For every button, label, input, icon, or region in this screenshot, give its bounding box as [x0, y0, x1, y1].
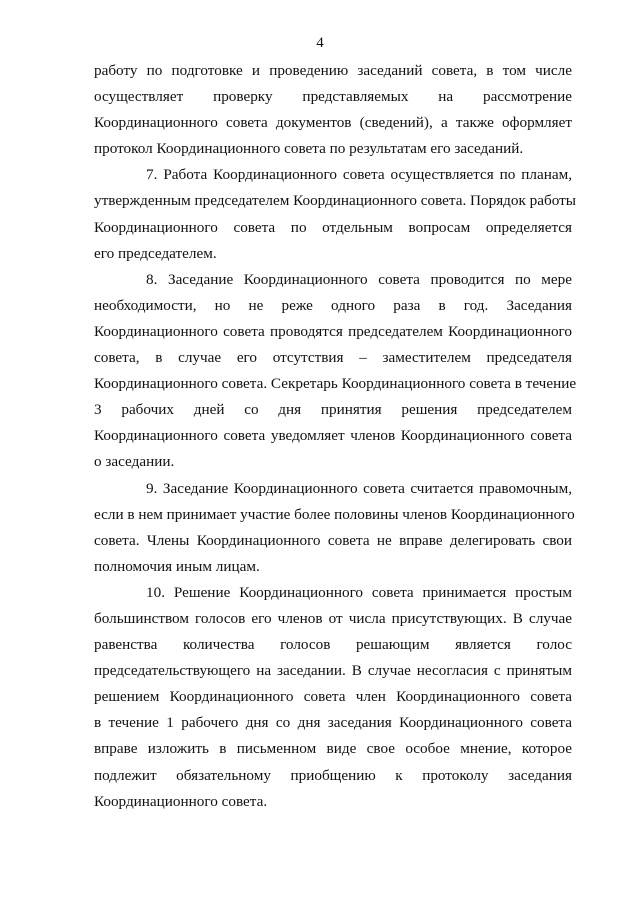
paragraph-9: [94, 476, 575, 580]
text-line: утвержденным председателем Координационного совета. Порядок работы: [94, 192, 576, 210]
paragraph-8: [94, 267, 577, 476]
text-line: 3 рабочих дней со дня принятия решения председателем: [94, 401, 572, 419]
text-line: 10. Решение Координационного совета принимается простым: [146, 583, 572, 601]
text-line: если в нем принимает участие более половины членов Координационного: [94, 505, 575, 523]
page-number: 4: [316, 35, 324, 51]
text-line: подлежит обязательному приобщению к протоколу заседания: [94, 766, 572, 784]
text-line: Координационного совета.: [94, 792, 268, 810]
document-body: [94, 58, 577, 815]
text-line: совета. Члены Координационного совета не вправе делегировать свои: [94, 531, 572, 549]
text-line: большинством голосов его членов от числа присутствующих. В случае: [94, 609, 572, 627]
text-line: работу по подготовке и проведению заседаний совета, в том числе: [94, 62, 572, 79]
text-line: Координационного совета проводятся председателем Координационного: [94, 322, 572, 340]
text-line: необходимости, но не реже одного раза в год. Заседания: [94, 296, 572, 314]
text-line: его председателем.: [94, 244, 217, 262]
text-line: решением Координационного совета член Координационного совета: [94, 688, 572, 706]
text-line: Координационного совета по отдельным вопросам определяется: [94, 218, 572, 236]
text-line: 9. Заседание Координационного совета считается правомочным,: [146, 479, 572, 497]
text-line: равенства количества голосов решающим является голос: [94, 636, 572, 654]
text-line: протокол Координационного совета по результатам его заседаний.: [94, 140, 524, 158]
text-line: 8. Заседание Координационного совета проводится по мере: [146, 270, 572, 288]
text-line: председательствующего на заседании. В случае несогласия с принятым: [94, 662, 572, 680]
paragraph-7: [94, 162, 576, 266]
paragraph-continued: [94, 58, 572, 162]
text-line: о заседании.: [94, 453, 175, 471]
text-line: 7. Работа Координационного совета осуществляется по планам,: [146, 166, 572, 184]
text-line: Координационного совета. Секретарь Координационного совета в течение: [94, 375, 577, 393]
text-line: осуществляет проверку представляемых на рассмотрение: [94, 88, 572, 106]
text-line: Координационного совета документов (сведений), а также оформляет: [94, 114, 572, 132]
text-line: Координационного совета уведомляет членов Координационного совета: [94, 427, 572, 445]
text-line: вправе изложить в письменном виде свое особое мнение, которое: [94, 740, 572, 758]
text-line: совета, в случае его отсутствия – заместителем председателя: [94, 349, 572, 367]
paragraph-10: [94, 580, 572, 815]
text-line: в течение 1 рабочего дня со дня заседания Координационного совета: [94, 714, 572, 732]
text-line: полномочия иным лицам.: [94, 557, 260, 575]
